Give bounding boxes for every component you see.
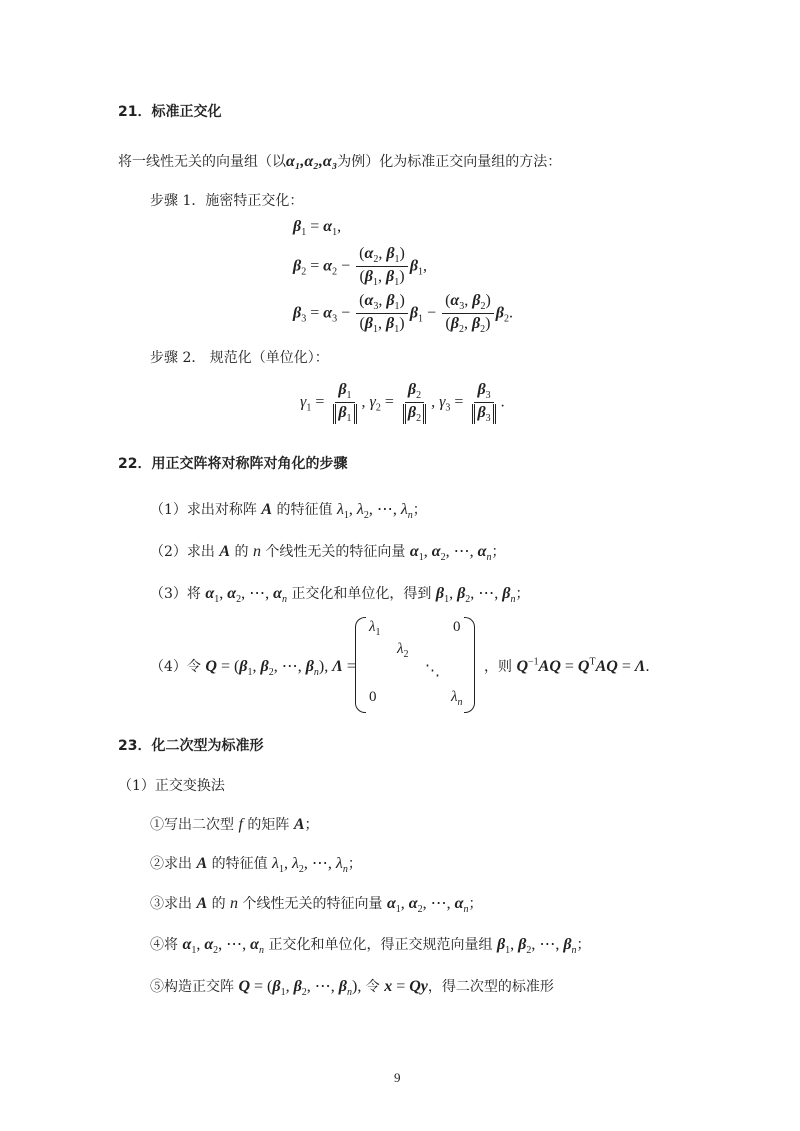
s23-step-4-text-a: ④将 bbox=[150, 937, 178, 953]
matrix-cell-zero-top: 0 bbox=[453, 619, 461, 635]
s22-item-4-right: ，则 $Q^{-1}AQ = Q^TAQ = \Lambda$. bbox=[484, 656, 650, 675]
s22-item-1: （1）求出对称阵 A 的特征值 $\lambda_1$, $\lambda_2$, ⋯, $\lambda_n$； bbox=[150, 501, 427, 522]
matrix-cell-lambda2: $\lambda_2$ bbox=[397, 641, 409, 660]
section-21-heading: 21．标准正交化 bbox=[118, 104, 222, 120]
matrix-cell-lambda1: $\lambda_1$ bbox=[369, 619, 381, 638]
section-21-intro bbox=[118, 151, 561, 171]
s22-item-2-text-a: （2）求出 bbox=[150, 544, 215, 560]
s23-step-3-text-b: 的 bbox=[211, 896, 226, 912]
s23-step-1-text-b: 的矩阵 bbox=[247, 817, 290, 833]
matrix-cell-lambdan: $\lambda_n$ bbox=[451, 689, 463, 708]
intro-vector-group: α₁,α₂,α₃ bbox=[286, 153, 338, 170]
s23-step-3-text-a: ③求出 bbox=[150, 896, 192, 912]
s22-item-4-text-a: （4）令 bbox=[150, 659, 201, 675]
s22-item-4-left: （4）令 $Q = (\beta_1$, $\beta_2$, ⋯, $\beta_n$), Λ = bbox=[150, 658, 356, 679]
s23-step-5-text-a: ⑤构造正交阵 bbox=[150, 979, 234, 995]
diagonal-matrix bbox=[355, 617, 475, 711]
section-22-heading: 22．用正交阵将对称阵对角化的步骤 bbox=[118, 456, 348, 472]
matrix-left-paren bbox=[355, 617, 366, 713]
s23-step-1-text-a: ①写出二次型 bbox=[150, 817, 234, 833]
s23-step-4-text-b: 正交化和单位化，得正交规范向量组 bbox=[268, 937, 493, 953]
s23-step-3: ③求出 A 的 n 个线性无关的特征向量 $\alpha_1$, $\alpha_2$, ⋯, $\alpha_n$； bbox=[150, 895, 483, 916]
formula-beta3: $\beta_3 = \alpha_3$ − $\frac{(\alpha_3, \beta_1)}{(\beta_1, \beta_1)}$ $\beta_1$ − $\frac{(\alpha_3, \beta_2)}{(\beta_2, \beta_2)}$ $\beta_2$. bbox=[293, 292, 513, 336]
matrix-cell-ddots: ⋱ bbox=[425, 663, 440, 679]
s22-item-1-text-b: 的特征值 bbox=[276, 502, 333, 518]
s22-item-3: （3）将 $\alpha_1$, $\alpha_2$, ⋯, $\alpha_n$ 正交化和单位化，得到 $\beta_1$, $\beta_2$, ⋯, $\beta_n$； bbox=[150, 585, 530, 606]
s22-item-2-text-b: 的 bbox=[234, 544, 249, 560]
s22-item-2: （2）求出 A 的 n 个线性无关的特征向量 $\alpha_1$, $\alpha_2$, ⋯, $\alpha_n$； bbox=[150, 543, 506, 564]
matrix-cell-zero-bottom: 0 bbox=[369, 689, 377, 705]
intro-text-a: 将一线性无关的向量组（以 bbox=[118, 154, 286, 170]
s23-step-2-text-b: 的特征值 bbox=[211, 856, 268, 872]
s23-step-5-text-c: ，得二次型的标准形 bbox=[427, 979, 554, 995]
matrix-right-paren bbox=[464, 617, 475, 713]
formula-beta2: $\beta_2 = \alpha_2$ − $\frac{(\alpha_2, \beta_1)}{(\beta_1, \beta_1)}$ $\beta_1$, bbox=[293, 245, 428, 289]
s23-method: （1）正交变换法 bbox=[118, 778, 225, 794]
s23-step-3-text-c: 个线性无关的特征向量 bbox=[242, 896, 383, 912]
s22-item-3-text-a: （3）将 bbox=[150, 586, 201, 602]
s23-step-5-text-b: 令 bbox=[365, 979, 380, 995]
s23-step-2-text-a: ②求出 bbox=[150, 856, 192, 872]
formula-gamma: $\gamma_1$ = $\frac{\beta_1}{\beta_1}$ , $\gamma_2$ = $\frac{\beta_2}{\beta_2}$ , $\gamma_3$ = $\frac{\beta_3}{\beta_3}$ . bbox=[300, 381, 505, 425]
intro-text-b: 为例）化为标准正交向量组的方法： bbox=[337, 154, 562, 170]
s22-item-1-text-a: （1）求出对称阵 bbox=[150, 502, 257, 518]
step-1-label: 步骤 1．施密特正交化： bbox=[150, 193, 304, 209]
page-number: 9 bbox=[394, 1070, 401, 1085]
step-2-label: 步骤 2． 规范化（单位化）： bbox=[150, 350, 329, 366]
s23-step-2: ②求出 A 的特征值 $\lambda_1$, $\lambda_2$, ⋯, $\lambda_n$； bbox=[150, 855, 362, 876]
section-23-heading: 23．化二次型为标准形 bbox=[118, 738, 264, 754]
s23-step-5: ⑤构造正交阵 $Q = (\beta_1$, $\beta_2$, ⋯, $\beta_n$), 令 x = Qy，得二次型的标准形 bbox=[150, 978, 554, 999]
s23-step-1: ①写出二次型 f 的矩阵 A； bbox=[150, 816, 319, 833]
s22-item-3-text-b: 正交化和单位化，得到 bbox=[291, 586, 432, 602]
s22-item-2-text-c: 个线性无关的特征向量 bbox=[265, 544, 406, 560]
s22-item-4-text-b: ，则 bbox=[484, 659, 512, 675]
s23-step-4: ④将 $\alpha_1$, $\alpha_2$, ⋯, $\alpha_n$ 正交化和单位化，得正交规范向量组 $\beta_1$, $\beta_2$, ⋯, $\beta_n$； bbox=[150, 936, 591, 957]
formula-beta1: $\beta_1 = \alpha_1$, bbox=[293, 218, 342, 239]
